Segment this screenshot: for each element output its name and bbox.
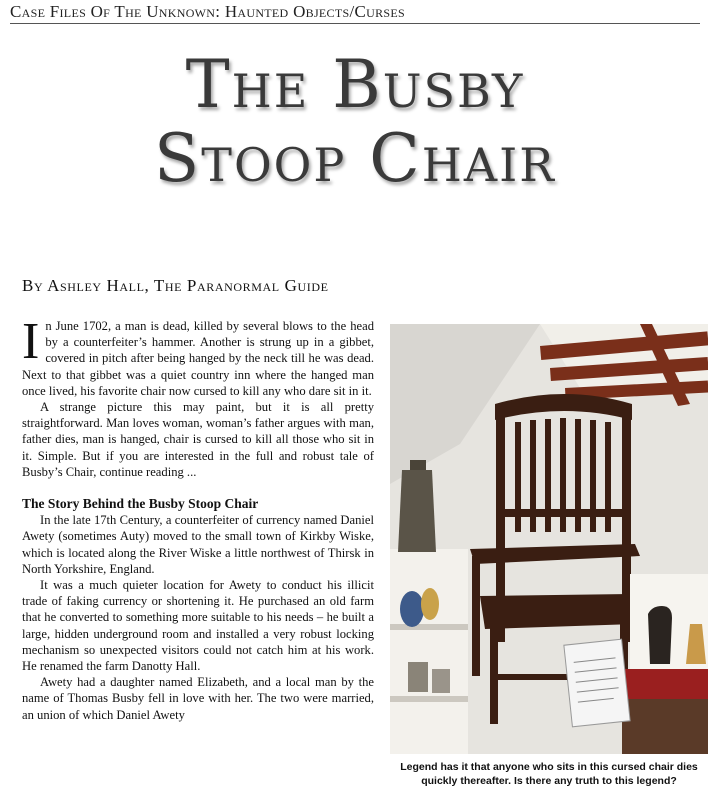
paragraph: In the late 17th Century, a counterfeiter of currency named Daniel Awety (sometimes Auty) moved to the small town of Kirkby Wiske, which is located along the River Wiske a little northwest of Thirsk in North Yorkshire, England. — [22, 513, 374, 576]
chair-photo-illustration — [390, 324, 708, 754]
article-title — [0, 48, 710, 196]
drop-cap: I — [22, 313, 40, 370]
paragraph: A strange picture this may paint, but it is all pretty straightforward. Man loves woman, woman’s father argues with man, father dies, man is hanged, chair is cursed to kill all those who sit in it. Simple. But if you are interested in the full and robust tale of Busby’s Chair, continue reading ... — [22, 400, 374, 479]
title-line-2: Stoop Chair — [154, 120, 556, 197]
subheading: The Story Behind the Busby Stoop Chair — [22, 496, 259, 512]
paragraph: Awety had a daughter named Elizabeth, and a local man by the name of Thomas Busby fell in love with her. The two were married, an union of which Daniel Awety — [22, 675, 374, 722]
photo-caption: Legend has it that anyone who sits in this cursed chair dies quickly thereafter. Is there any truth to this legend? — [400, 761, 698, 787]
title-line-1: The Busby — [185, 46, 525, 123]
section-header: Case Files Of The Unknown: Haunted Objects/Curses — [10, 2, 700, 24]
chair-photo — [390, 324, 708, 754]
article-body — [22, 313, 374, 723]
paragraph: It was a much quieter location for Awety to conduct his illicit trade of faking currency or shortening it. He purchased an old farm that he converted to something more suitable to his needs – he built a large, hidden underground room and installed a very robust locking mechanism so unexpected visitors could not catch him at his work. He renamed the farm Danotty Hall. — [22, 578, 374, 674]
paragraph: In June 1702, a man is dead, killed by several blows to the head by a counterfeiter’s hammer. Another is strung up in a gibbet, covered in pitch after being hanged by the neck till he was dead. Next to that gibbet was a quiet country inn where the hanged man once lived, his favorite chair now cursed to kill any who dare sit in it. — [22, 313, 374, 398]
byline: By Ashley Hall, The Paranormal Guide — [22, 276, 329, 295]
